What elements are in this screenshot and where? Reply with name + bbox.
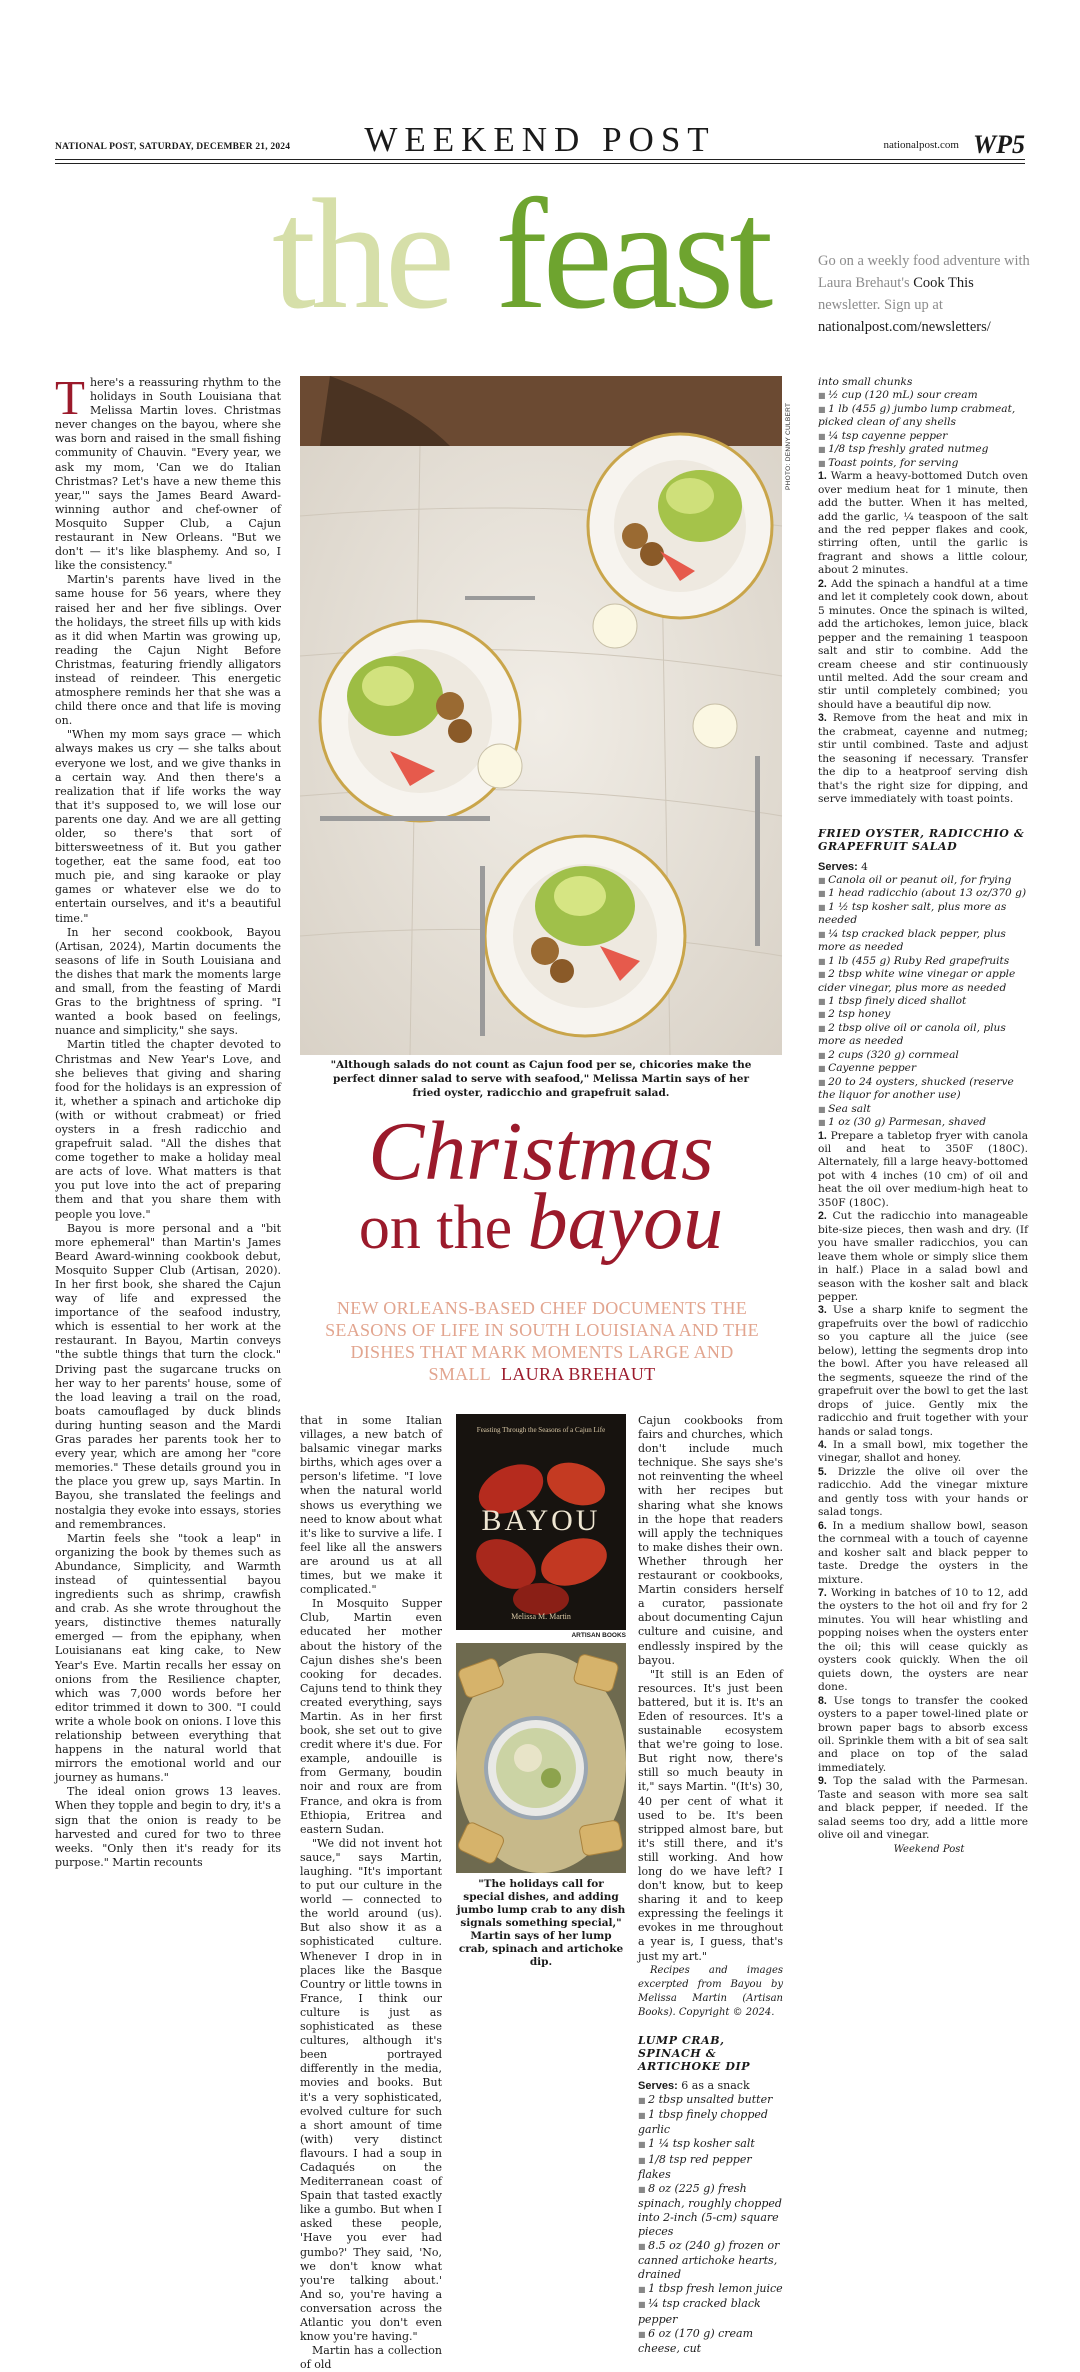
masthead-rule bbox=[55, 159, 1025, 160]
paragraph: The ideal onion grows 13 leaves. When they topple and begin to dry, it's a sign that the onion is ready to be harvested and cured for two to three weeks. "Only then it's ready for its purpose." Martin recounts bbox=[55, 1785, 281, 1869]
ingredient: ■ 8.5 oz (240 g) frozen or canned artichoke hearts, drained bbox=[638, 2239, 783, 2282]
ingredient: ■ 2 tbsp white wine vinegar or apple cider vinegar, plus more as needed bbox=[818, 968, 1028, 995]
paragraph: In her second cookbook, Bayou (Artisan, 2024), Martin documents the seasons of life in South Louisiana and the dishes that mark the moments large and small, from the feasting of Mardi Gras to the brightness of spring. "I wanted a book based on feelings, nuance and simplicity," she says. bbox=[55, 925, 281, 1038]
deck bbox=[316, 1297, 768, 1385]
paragraph: In Mosquito Supper Club, Martin even educated her mother about the history of the Cajun dishes she's been cooking for decades. Cajuns tend to think they created everything, says Martin. As in her first book, she set out to give credit where it's due. For example, andouille is from Germany, boudin noir and roux are from France, and okra is from Ethiopia, Eritrea and eastern Sudan. bbox=[300, 1597, 442, 1836]
recipe-step: 1. Prepare a tabletop fryer with canola oil and heat to 350F (180C). Alternately, fill a large heavy-bottomed pot with 4 inches (10 cm) of oil and heat the oil over medium-high heat to 350F (180C). bbox=[818, 1129, 1029, 1209]
paragraph: Martin's parents have lived in the same house for 56 years, where they raised her and her five siblings. Over the holidays, the street fills up with kids as it did when Martin was growing up, reading the Cajun Night Before Christmas, featuring friendly alligators instead of reindeer. This energetic atmosphere reminds her that she was a child there once and that life is moving on. bbox=[55, 573, 281, 728]
ingredient: ■ 1 head radicchio (about 13 oz/370 g) bbox=[818, 887, 1028, 900]
ingredient: ■ 1 ¼ tsp kosher salt bbox=[638, 2137, 783, 2152]
recipe-step: 4. In a small bowl, mix together the vinegar, shallot and honey. bbox=[818, 1438, 1028, 1465]
ingredient: ■ ¼ tsp cracked black pepper, plus more as needed bbox=[818, 928, 1028, 955]
paragraph: There's a reassuring rhythm to the holidays in South Louisiana that Melissa Martin loves. Christmas never changes on the bayou, where she was born and raised in the small fishing community of Chauvin. "Every year, we ask my mom, 'Can we do Italian Christmas? Let's have a new theme this year,'" says the James Beard Award-winning author and chef-owner of Mosquito Supper Club, a Cajun restaurant in New Orleans. "But we don't — it's like blasphemy. And so, I like the consistency." bbox=[55, 370, 281, 573]
ingredient: ■ Cayenne pepper bbox=[818, 1062, 1028, 1075]
ingredient: ■ 8 oz (225 g) fresh spinach, roughly chopped into 2-inch (5-cm) square pieces bbox=[638, 2182, 783, 2239]
recipe-step: 6. In a medium shallow bowl, season the cornmeal with a touch of cayenne and kosher salt and black pepper to taste. Dredge the oysters in the mixture. bbox=[818, 1519, 1029, 1586]
excerpt-credit: Recipes and images excerpted from Bayou by Melissa Martin (Artisan Books). Copyright © 2024. bbox=[638, 1964, 783, 2018]
paragraph: "It still is an Eden of resources. It's just been battered, but it is. It's an Eden of resources. It's a sustainable ecosystem that we're going to lose. But right now, there's still so much beauty in it," says Martin. "(It's) 30, 40 per cent of what it used to be. It's been stripped almost bare, but it's still there, and it's still working. And how long do we have left? I don't know, but to keep sharing it and to keep expressing the feelings it evokes in me throughout a year is, I guess, that's just my art." bbox=[638, 1667, 783, 1963]
book-author: Melissa M. Martin bbox=[511, 1612, 571, 1621]
masthead-dateline: NATIONAL POST, SATURDAY, DECEMBER 21, 2024 bbox=[55, 142, 291, 152]
masthead-rule-thin bbox=[55, 163, 1025, 164]
masthead-url[interactable]: nationalpost.com bbox=[883, 139, 959, 151]
promo-newsletter-name: Cook This bbox=[913, 275, 974, 291]
ingredient: ■ Toast points, for serving bbox=[818, 457, 1028, 470]
photo-caption: "Although salads do not count as Cajun food per se, chicories make the perfect dinner salad to serve with seafood," Melissa Martin says of her fried oyster, radicchio and grapefruit salad. bbox=[330, 1059, 752, 1099]
ingredient: ■ 1 tbsp finely diced shallot bbox=[818, 995, 1028, 1008]
recipe-step: 9. Top the salad with the Parmesan. Taste and season with more sea salt and black pepper, if needed. If the salad seems too dry, add a little more olive oil and vinegar. bbox=[818, 1775, 1028, 1842]
ingredient: ■ 2 tbsp unsalted butter bbox=[638, 2093, 783, 2108]
recipe-step: 2. Add the spinach a handful at a time and let it completely cook down, about 5 minutes. Once the spinach is wilted, add the artichokes, lemon juice, black pepper and the remaining 1 teaspoon salt and stir to combine. Add the cream cheese and stir continuously until melted. Add the sour cream and stir until completely combined; you should have a beautiful dip now. bbox=[818, 577, 1028, 711]
servings: Serves: 4 bbox=[818, 860, 868, 873]
ingredient: ■ 1/8 tsp freshly grated nutmeg bbox=[818, 443, 1028, 456]
ingredient: ■ 1 ½ tsp kosher salt, plus more as needed bbox=[818, 901, 1028, 928]
ingredient: ■ ¼ tsp cracked black pepper bbox=[638, 2297, 783, 2326]
byline: LAURA BREHAUT bbox=[501, 1364, 656, 1384]
book-subtitle: Feasting Through the Seasons of a Cajun Life bbox=[476, 1426, 606, 1434]
masthead bbox=[55, 118, 1025, 158]
photo-credit: PHOTO: DENNY CULBERT bbox=[785, 402, 792, 490]
ingredient: ■ 2 tbsp olive oil or canola oil, plus more as needed bbox=[818, 1022, 1028, 1049]
recipe-step: 8. Use tongs to transfer the cooked oysters to a paper towel-lined plate or brown paper bags to absorb excess oil. Sprinkle them with a bit of sea salt and place on top of the salad immediately. bbox=[818, 1694, 1028, 1774]
recipe-step: 3. Remove from the heat and mix in the crabmeat, cayenne and nutmeg; stir until combined. Taste and adjust the seasoning if necessary. Transfer the dip to a heatproof serving dish that's the right size for dipping, and serve immediately with toast points. bbox=[818, 712, 1028, 806]
ingredient-continued: into small chunks bbox=[818, 376, 913, 388]
servings: Serves: 6 as a snack bbox=[638, 2079, 750, 2093]
headline-line-2 bbox=[300, 1178, 782, 1266]
promo-text-2: newsletter. Sign up at bbox=[818, 297, 943, 313]
book-title: BAYOU bbox=[481, 1504, 601, 1537]
ingredient: ■ 20 to 24 oysters, shucked (reserve the liquor for another use) bbox=[818, 1076, 1028, 1103]
headline-bayou: bayou bbox=[527, 1178, 724, 1266]
ingredient: ■ 2 cups (320 g) cornmeal bbox=[818, 1049, 1028, 1062]
recipe-step: 3. Use a sharp knife to segment the grapefruits over the bowl of radicchio so you capture all the juice (see below), letting the segments drop into the bowl. After you have released all the segments, squeeze the rind of the grapefruit over the bowl to get the last drops of juice. Gently mix the radicchio and fruit together with your hands or salad tongs. bbox=[818, 1304, 1028, 1438]
headline-line-1: Christmas bbox=[368, 1105, 714, 1198]
paragraph: Martin feels she "took a leap" in organizing the book by themes such as Abundance, Simplicity, and Warmth instead of quintessential bayou ingredients such as shrimp, crawfish and crab. As she wrote throughout the years, distinctive themes naturally emerged — from the epiphany, when Louisianans eat king cake, to New Year's Eve. Martin recalls her essay on onions from the Resilience chapter, which was 7,000 words before her editor trimmed it down to 300. "I could write a whole book on onions. I love this relationship between everything that happens in the natural world that mirrors the emotional world and our journey as humans." bbox=[55, 1531, 281, 1785]
ingredient: ■ 1 oz (30 g) Parmesan, shaved bbox=[818, 1116, 1028, 1129]
recipe-column bbox=[818, 376, 1028, 1856]
paragraph: Cajun cookbooks from fairs and churches, which don't include much technique. She says she's not reinventing the wheel with her recipes but sharing what she knows in the hope that readers will apply the techniques to make dishes their own. Whether through her restaurant or cookbooks, Martin considers herself a curator, passionate about documenting Cajun culture and cuisine, and endlessly inspired by the bayou. bbox=[638, 1414, 783, 1667]
article-column-2 bbox=[300, 1414, 442, 2372]
newsletter-promo bbox=[818, 250, 1033, 338]
masthead-right bbox=[884, 130, 1025, 160]
recipe-step: 1. Warm a heavy-bottomed Dutch oven over medium heat for 1 minute, then add the butter. When it has melted, add the garlic, ¼ teaspoon of the salt and the red pepper flakes and cook, stirring often, until the garlic is fragrant and shows a little colour, about 2 minutes. bbox=[818, 470, 1028, 577]
article-column-1 bbox=[55, 370, 281, 1870]
paragraph: Martin titled the chapter devoted to Christmas and New Year's Love, and she believes that giving and sharing food for the holidays is an expression of it, whether a spinach and artichoke dip (with or without crabmeat) or fried oysters in a fresh radicchio and grapefruit salad. "All the dishes that come together to make a holiday meal are acts of love. What matters is that you put love into the act of preparing them and that you share them with people you love." bbox=[55, 1038, 281, 1221]
ingredient: ■ 1 tbsp finely chopped garlic bbox=[638, 2108, 783, 2137]
ingredient: ■ ½ cup (120 mL) sour cream bbox=[818, 389, 1028, 402]
paragraph: Martin has a collection of old bbox=[300, 2344, 442, 2372]
ingredient: ■ 1 tbsp fresh lemon juice bbox=[638, 2282, 783, 2297]
page-number: WP5 bbox=[973, 130, 1025, 159]
recipe-title-crab-dip: LUMP CRAB, SPINACH & ARTICHOKE DIP bbox=[638, 2034, 751, 2074]
promo-url[interactable]: nationalpost.com/newsletters/ bbox=[818, 319, 991, 335]
ingredient: ■ 1/8 tsp red pepper flakes bbox=[638, 2153, 783, 2182]
salad-photo bbox=[300, 376, 782, 1055]
ingredient: ■ Sea salt bbox=[818, 1103, 1028, 1116]
recipe-step: 2. Cut the radicchio into manageable bite-size pieces, then wash and dry. (If you have smaller radicchios, you can leave them whole or simply slice them in half.) Place in a salad bowl and season with the kosher salt and black pepper. bbox=[818, 1210, 1028, 1303]
recipe-title-oyster-salad: FRIED OYSTER, RADICCHIO & GRAPEFRUIT SALAD bbox=[818, 826, 1025, 853]
ingredient: ■ 2 tsp honey bbox=[818, 1008, 1028, 1021]
paragraph: "We did not invent hot sauce," says Martin, laughing. "It's important to put our culture in the world — connected to the world around (us). But also show it as a sophisticated culture. Whenever I drop in in places like the Basque Country or little towns in France, I think our culture is just as sophisticated as these cultures, although it's been portrayed differently in the media, movies and books. But it's a very sophisticated, evolved culture for such a short amount of time (with) very distinct flavours. I had a soup in Cadaqués on the Mediterranean coast of Spain that tasted exactly like a gumbo. But when I asked these people, 'Have you ever had gumbo?' They said, 'No, we don't know what you're talking about.' And so, you're having a conversation across the Atlantic you don't even know you're having." bbox=[300, 1836, 442, 2344]
section-logo-feast: feast bbox=[495, 167, 769, 342]
ingredient: ■ ¼ tsp cayenne pepper bbox=[818, 430, 1028, 443]
signoff: Weekend Post bbox=[893, 1843, 965, 1855]
article-column-3 bbox=[638, 1414, 783, 2356]
ingredient: ■ 6 oz (170 g) cream cheese, cut bbox=[638, 2327, 783, 2356]
drop-cap: T bbox=[55, 370, 85, 425]
paragraph: that in some Italian villages, a new batch of balsamic vinegar marks births, which ages over a person's lifetime. "I love when the natural world shows us everything we need to know about what it's like to survive a life. I feel like all the answers are around us at all times, but we make it complicated." bbox=[300, 1414, 442, 1597]
ingredient: ■ 1 lb (455 g) jumbo lump crabmeat, picked clean of any shells bbox=[818, 403, 1028, 430]
dip-photo bbox=[456, 1643, 626, 1873]
book-cover bbox=[456, 1414, 626, 1630]
promo-text: Go on a weekly food adventure with Laura Brehaut's bbox=[818, 253, 1030, 291]
book-credit: ARTISAN BOOKS bbox=[571, 1632, 626, 1639]
dip-caption: "The holidays call for special dishes, and adding jumbo lump crab to any dish signals something special," Martin says of her lump crab, spinach and artichoke dip. bbox=[456, 1878, 626, 1968]
deck-text: NEW ORLEANS-BASED CHEF DOCUMENTS THE SEASONS OF LIFE IN SOUTH LOUISIANA AND THE DISHES THAT MARK MOMENTS LARGE AND SMALL bbox=[325, 1298, 759, 1384]
paragraph: "When my mom says grace — which always makes us cry — she talks about everyone we lost, and we give thanks in a certain way. And then there's a realization that if life works the way that it's supposed to, we will lose our parents one day. And we are all getting older, so there's that sort of bittersweetness of it. But you gather together, eat the same food, eat too much pie, and sing karaoke or play games or whatever else we do to entertain ourselves, and it's a beautiful time." bbox=[55, 728, 281, 925]
recipe-step: 7. Working in batches of 10 to 12, add the oysters to the hot oil and fry for 2 minutes. You will hear whistling and popping noises when the oysters enter the oil; this will cease quickly as oysters cook quickly. When the oil quiets down, the oysters are near done. bbox=[818, 1586, 1028, 1694]
headline-on-the: on the bbox=[358, 1194, 513, 1262]
paragraph: Bayou is more personal and a "bit more ephemeral" than Martin's James Beard Award-winning cookbook debut, Mosquito Supper Club (Artisan, 2020). In her first book, she shared the Cajun way of life and expressed the importance of the seafood industry, which is essential to her work at the restaurant. In Bayou, Martin conveys "the subtle things that turn the clock." Driving past the sugarcane trucks on her way to her parents' house, some of the load leaving a trail on the road, boats camouflaged by duck blinds during hunting season and the Mardi Gras parades her parents took her to every year, which are among her "core memories." These details ground you in the place you grew up, says Martin. In Bayou, she translated the feelings and nostalgia they evoke into essays, stories and remembrances. bbox=[55, 1221, 281, 1531]
masthead-section-title: WEEKEND POST bbox=[364, 120, 716, 159]
ingredient: ■ 1 lb (455 g) Ruby Red grapefruits bbox=[818, 955, 1028, 968]
section-logo-the: the bbox=[272, 167, 451, 342]
recipe-step: 5. Drizzle the olive oil over the radicchio. Add the vinegar mixture and gently toss with your hands or salad tongs. bbox=[818, 1465, 1028, 1519]
ingredient: ■ Canola oil or peanut oil, for frying bbox=[818, 874, 1028, 887]
